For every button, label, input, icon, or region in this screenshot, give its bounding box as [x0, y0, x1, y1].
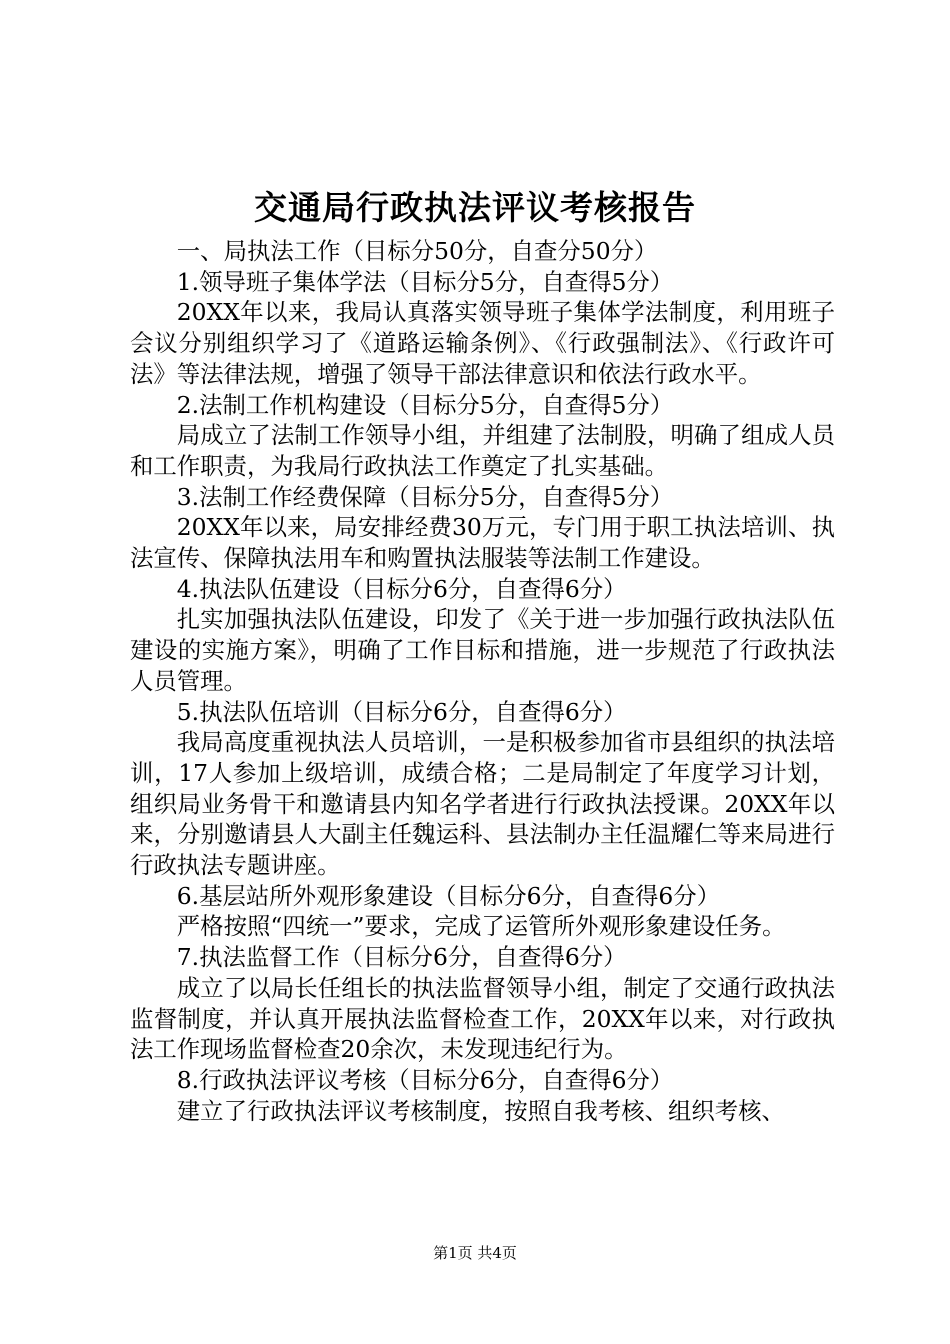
body-paragraph: 成立了以局长任组长的执法监督领导小组，制定了交通行政执法监督制度，并认真开展执法监督检查工作，20XX年以来，对行政执法工作现场监督检查20余次，未发现违纪行为。	[130, 973, 835, 1064]
body-paragraph: 20XX年以来，我局认真落实领导班子集体学法制度，利用班子会议分别组织学习了《道路运输条例》、《行政强制法》、《行政许可法》等法律法规，增强了领导干部法律意识和依法行政水平。	[130, 298, 835, 388]
page-footer: 第1页 共4页	[433, 1244, 517, 1262]
item-heading: 1.领导班子集体学法（目标分5分，自查得5分）	[176, 267, 674, 296]
body-paragraph: 扎实加强执法队伍建设，印发了《关于进一步加强行政执法队伍建设的实施方案》，明确了工作目标和措施，进一步规范了行政执法人员管理。	[130, 605, 835, 695]
item-heading: 7.执法监督工作（目标分6分，自查得6分）	[176, 943, 627, 972]
body-paragraph: 严格按照“四统一”要求，完成了运管所外观形象建设任务。	[176, 912, 786, 941]
body-paragraph: 我局高度重视执法人员培训，一是积极参加省市县组织的执法培训，17人参加上级培训，成绩合格；二是局制定了年度学习计划，组织局业务骨干和邀请县内知名学者进行行政执法授课。20XX年以来，分别邀请县人大副主任魏运科、县法制办主任温耀仁等来局进行行政执法专题讲座。	[130, 728, 835, 880]
body-paragraph: 局成立了法制工作领导小组，并组建了法制股，明确了组成人员和工作职责，为我局行政执法工作奠定了扎实基础。	[130, 421, 835, 480]
document-title: 交通局行政执法评议考核报告	[254, 188, 696, 227]
item-heading: 6.基层站所外观形象建设（目标分6分，自查得6分）	[176, 881, 721, 910]
body-paragraph: 建立了行政执法评议考核制度，按照自我考核、组织考核、	[176, 1096, 785, 1125]
item-heading: 8.行政执法评议考核（目标分6分，自查得6分）	[176, 1065, 674, 1094]
item-heading: 3.法制工作经费保障（目标分5分，自查得5分）	[176, 482, 674, 511]
item-heading: 5.执法队伍培训（目标分6分，自查得6分）	[176, 697, 627, 726]
document-body	[130, 236, 835, 1126]
section-heading: 一、局执法工作（目标分50分，自查分50分）	[176, 237, 658, 265]
body-paragraph: 20XX年以来，局安排经费30万元，专门用于职工执法培训、执法宣传、保障执法用车和购置执法服装等法制工作建设。	[130, 513, 835, 573]
item-heading: 2.法制工作机构建设（目标分5分，自查得5分）	[176, 390, 674, 419]
item-heading: 4.执法队伍建设（目标分6分，自查得6分）	[176, 574, 627, 603]
